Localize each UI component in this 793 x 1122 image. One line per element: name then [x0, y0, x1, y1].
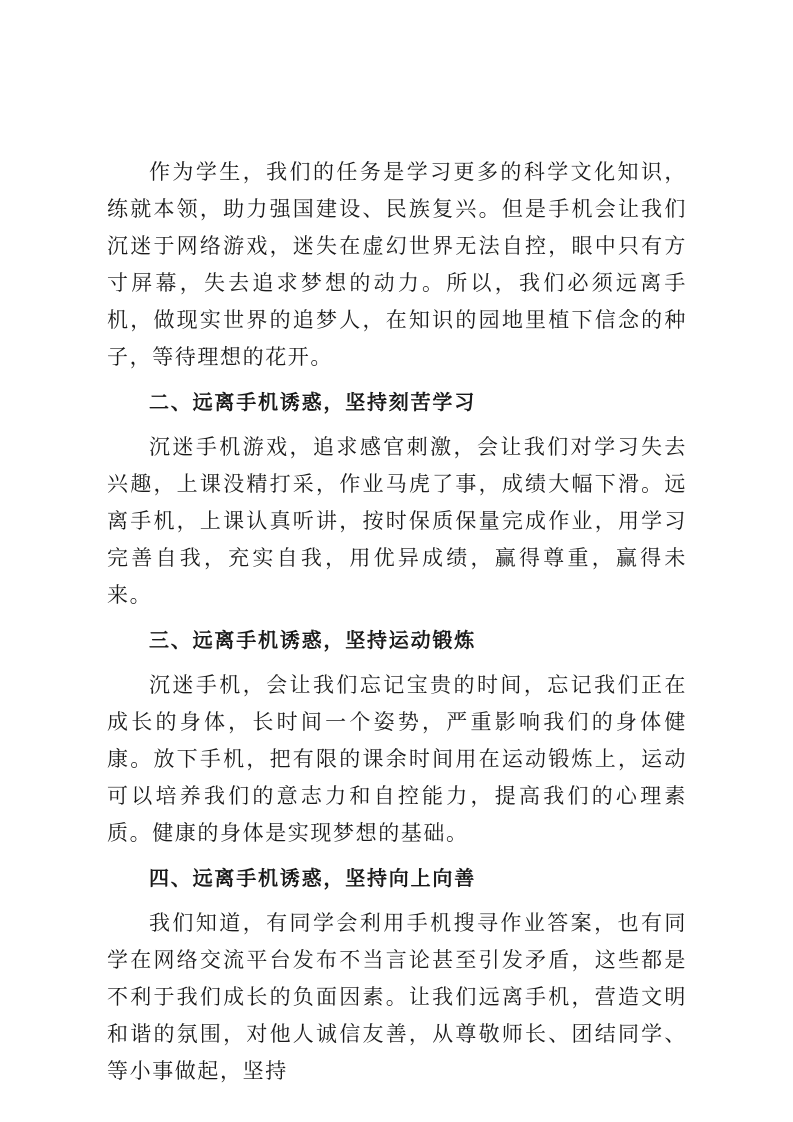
body-paragraph: 沉迷手机，会让我们忘记宝贵的时间，忘记我们正在成长的身体，长时间一个姿势，严重影响我们的身体健康。放下手机，把有限的课余时间用在运动锻炼上，运动可以培养我们的意志力和自控能力，提高我们的心理素质。健康的身体是实现梦想的基础。 — [107, 673, 687, 845]
section-heading: 四、远离手机诱惑，坚持向上向善 — [149, 866, 476, 890]
body-paragraph: 沉迷手机游戏，追求感官刺激，会让我们对学习失去兴趣，上课没精打采，作业马虎了事，成绩大幅下滑。远离手机，上课认真听讲，按时保质保量完成作业，用学习完善自我，充实自我，用优异成绩，赢得尊重，赢得未来。 — [107, 435, 687, 607]
body-paragraph: 我们知道，有同学会利用手机搜寻作业答案，也有同学在网络交流平台发布不当言论甚至引发矛盾，这些都是不利于我们成长的负面因素。让我们远离手机，营造文明和谐的氛围，对他人诚信友善，从尊敬师长、团结同学、等小事做起，坚持 — [107, 911, 687, 1083]
section-heading: 三、远离手机诱惑，坚持运动锻炼 — [149, 628, 476, 652]
section-heading: 二、远离手机诱惑，坚持刻苦学习 — [149, 390, 476, 414]
body-paragraph: 作为学生，我们的任务是学习更多的科学文化知识，练就本领，助力强国建设、民族复兴。但是手机会让我们沉迷于网络游戏，迷失在虚幻世界无法自控，眼中只有方寸屏幕，失去追求梦想的动力。所以，我们必须远离手机，做现实世界的追梦人，在知识的园地里植下信念的种子，等待理想的花开。 — [107, 160, 687, 369]
document-body — [107, 154, 687, 1090]
